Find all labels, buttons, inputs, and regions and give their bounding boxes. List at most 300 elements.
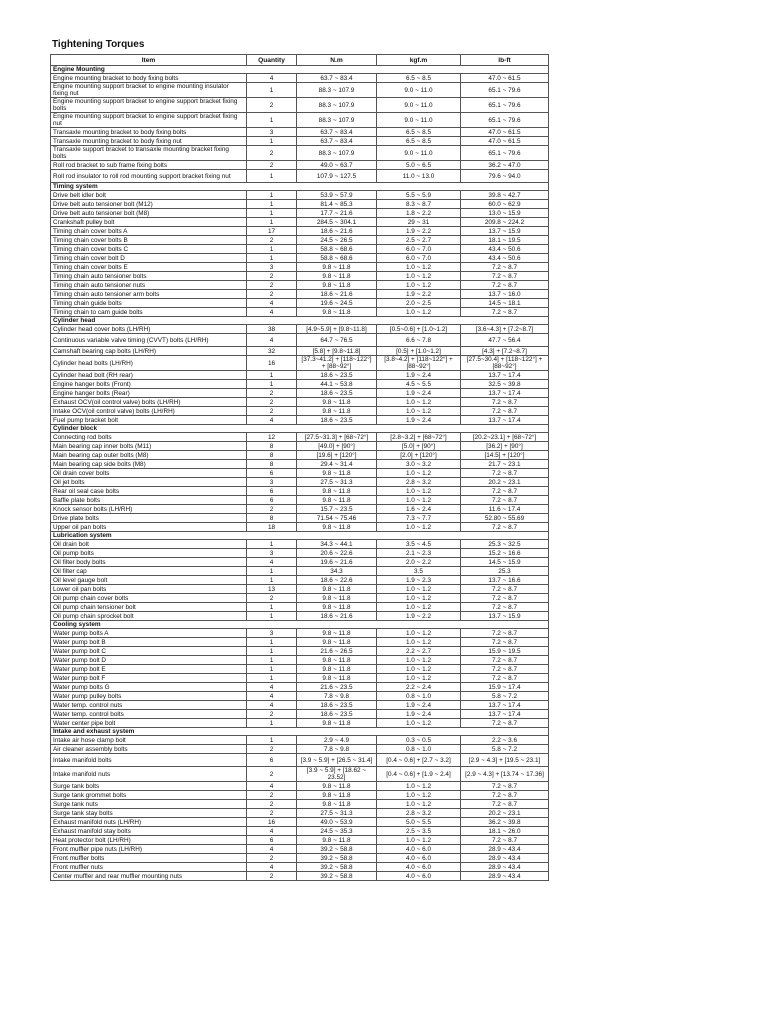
item-cell: Front muffler nuts [51,863,247,872]
item-cell: Engine mounting support bracket to engine support bracket fixing nut [51,113,247,128]
nm-cell: [3.9 ~ 5.9] + [26.5 ~ 31.4] [297,754,377,767]
lbft-cell: 7.2 ~ 8.7 [461,836,549,845]
table-row [51,299,549,308]
section-title: Cylinder head [51,317,549,325]
lbft-cell: 7.2 ~ 8.7 [461,308,549,317]
quantity-cell: 3 [247,128,297,137]
table-row [51,74,549,83]
kgfm-cell: 1.0 ~ 1.2 [377,638,461,647]
item-cell: Connecting rod bolts [51,433,247,442]
quantity-cell: 2 [247,236,297,245]
item-cell: Heat protector bolt (LH/RH) [51,836,247,845]
nm-cell: 17.7 ~ 21.6 [297,209,377,218]
lbft-cell: 18.1 ~ 26.0 [461,827,549,836]
table-row [51,594,549,603]
kgfm-cell: 0.8 ~ 1.0 [377,745,461,754]
item-cell: Timing chain cover bolts C [51,245,247,254]
quantity-cell: 2 [247,161,297,170]
item-cell: Water pump bolt C [51,647,247,656]
nm-cell: 9.8 ~ 11.8 [297,487,377,496]
nm-cell: 21.6 ~ 26.5 [297,647,377,656]
kgfm-cell: 1.0 ~ 1.2 [377,594,461,603]
item-cell: Engine mounting support bracket to engine support bracket fixing bolts [51,98,247,113]
quantity-cell: 4 [247,299,297,308]
kgfm-cell: [0.5] + [1.0~1.2] [377,347,461,356]
nm-cell: 9.8 ~ 11.8 [297,398,377,407]
table-row [51,692,549,701]
nm-cell: 24.5 ~ 26.5 [297,236,377,245]
table-row [51,334,549,347]
table-row [51,356,549,371]
quantity-cell: 2 [247,854,297,863]
table-row [51,558,549,567]
quantity-cell: 2 [247,800,297,809]
nm-cell: 7.8 ~ 9.8 [297,692,377,701]
table-row [51,98,549,113]
nm-cell: 9.8 ~ 11.8 [297,594,377,603]
nm-cell: 18.6 ~ 23.5 [297,416,377,425]
section-title: Lubrication system [51,532,549,540]
table-row [51,514,549,523]
lbft-cell: 7.2 ~ 8.7 [461,407,549,416]
nm-cell: 34.3 ~ 44.1 [297,540,377,549]
quantity-cell: 4 [247,683,297,692]
item-cell: Oil pump chain tensioner bolt [51,603,247,612]
table-row [51,442,549,451]
nm-cell: 9.8 ~ 11.8 [297,603,377,612]
table-row [51,469,549,478]
kgfm-cell: 1.0 ~ 1.2 [377,629,461,638]
table-row [51,272,549,281]
quantity-cell: 4 [247,74,297,83]
header-item: Item [51,55,247,66]
table-row [51,380,549,389]
kgfm-cell: 1.9 ~ 2.3 [377,576,461,585]
kgfm-cell: 5.0 ~ 6.5 [377,161,461,170]
quantity-cell: 2 [247,281,297,290]
table-row [51,612,549,621]
lbft-cell: 25.3 [461,567,549,576]
kgfm-cell: 1.0 ~ 1.2 [377,656,461,665]
table-row [51,227,549,236]
kgfm-cell: 1.0 ~ 1.2 [377,523,461,532]
table-row [51,791,549,800]
lbft-cell: 36.2 ~ 47.0 [461,161,549,170]
item-cell: Timing chain to cam guide bolts [51,308,247,317]
quantity-cell: 2 [247,872,297,881]
quantity-cell: 2 [247,809,297,818]
section-row [51,425,549,433]
quantity-cell: 2 [247,505,297,514]
kgfm-cell: 1.0 ~ 1.2 [377,800,461,809]
section-row [51,621,549,629]
kgfm-cell: 1.0 ~ 1.2 [377,719,461,728]
nm-cell: 71.54 ~ 75.46 [297,514,377,523]
section-row [51,66,549,74]
kgfm-cell: 1.9 ~ 2.4 [377,389,461,398]
nm-cell: 9.8 ~ 11.8 [297,308,377,317]
kgfm-cell: [5.0] + [90°] [377,442,461,451]
kgfm-cell: 1.0 ~ 1.2 [377,782,461,791]
item-cell: Oil filter body bolts [51,558,247,567]
quantity-cell: 1 [247,200,297,209]
item-cell: Oil jet bolts [51,478,247,487]
nm-cell: 18.6 ~ 23.5 [297,389,377,398]
quantity-cell: 4 [247,308,297,317]
table-row [51,854,549,863]
nm-cell: 39.2 ~ 58.8 [297,863,377,872]
quantity-cell: 3 [247,478,297,487]
nm-cell: 9.8 ~ 11.8 [297,496,377,505]
table-row [51,146,549,161]
nm-cell: [37.3~41.2] + [118~122°] + [88~92°] [297,356,377,371]
kgfm-cell: [0.5~0.6] + [1.0~1.2] [377,325,461,334]
section-title: Timing system [51,183,549,191]
item-cell: Drive belt auto tensioner bolt (M12) [51,200,247,209]
table-row [51,585,549,594]
quantity-cell: 8 [247,514,297,523]
nm-cell: 27.5 ~ 31.3 [297,809,377,818]
kgfm-cell: [0.4 ~ 0.6] + [2.7 ~ 3.2] [377,754,461,767]
kgfm-cell: 1.9 ~ 2.2 [377,612,461,621]
item-cell: Continuous variable valve timing (CVVT) bolts (LH/RH) [51,334,247,347]
table-row [51,433,549,442]
nm-cell: 63.7 ~ 83.4 [297,137,377,146]
table-row [51,451,549,460]
lbft-cell: 25.3 ~ 32.5 [461,540,549,549]
table-row [51,665,549,674]
nm-cell: 9.8 ~ 11.8 [297,629,377,638]
nm-cell: 21.6 ~ 23.5 [297,683,377,692]
table-row [51,638,549,647]
item-cell: Water pump bolt F [51,674,247,683]
quantity-cell: 38 [247,325,297,334]
kgfm-cell: [2.0] + [120°] [377,451,461,460]
nm-cell: 9.8 ~ 11.8 [297,836,377,845]
nm-cell: 9.8 ~ 11.8 [297,791,377,800]
lbft-cell: 18.1 ~ 19.5 [461,236,549,245]
quantity-cell: 1 [247,245,297,254]
nm-cell: 9.8 ~ 11.8 [297,800,377,809]
kgfm-cell: 2.2 ~ 2.7 [377,647,461,656]
table-row [51,460,549,469]
item-cell: Front muffler pipe nuts (LH/RH) [51,845,247,854]
kgfm-cell: 6.5 ~ 8.5 [377,137,461,146]
table-row [51,736,549,745]
nm-cell: 15.7 ~ 23.5 [297,505,377,514]
table-row [51,576,549,585]
kgfm-cell: 9.0 ~ 11.0 [377,98,461,113]
table-row [51,236,549,245]
item-cell: Oil drain cover bolts [51,469,247,478]
nm-cell: 18.6 ~ 21.6 [297,612,377,621]
lbft-cell: 28.9 ~ 43.4 [461,845,549,854]
table-row [51,809,549,818]
lbft-cell: 65.1 ~ 79.6 [461,146,549,161]
item-cell: Engine hanger bolts (Front) [51,380,247,389]
item-cell: Crankshaft pulley bolt [51,218,247,227]
table-row [51,800,549,809]
quantity-cell: 2 [247,398,297,407]
nm-cell: 29.4 ~ 31.4 [297,460,377,469]
lbft-cell: 13.0 ~ 15.9 [461,209,549,218]
lbft-cell: 36.2 ~ 39.8 [461,818,549,827]
item-cell: Timing chain guide bolts [51,299,247,308]
quantity-cell: 1 [247,540,297,549]
quantity-cell: 1 [247,113,297,128]
kgfm-cell: 1.9 ~ 2.4 [377,371,461,380]
quantity-cell: 4 [247,416,297,425]
table-row [51,845,549,854]
nm-cell: 39.2 ~ 58.8 [297,854,377,863]
table-row [51,398,549,407]
quantity-cell: 2 [247,407,297,416]
quantity-cell: 2 [247,745,297,754]
item-cell: Roll rod insulator to roll rod mounting support bracket fixing nut [51,170,247,183]
quantity-cell: 1 [247,647,297,656]
nm-cell: 107.9 ~ 127.5 [297,170,377,183]
nm-cell: [3.9 ~ 5.9] + [18.62 ~ 23.52] [297,767,377,782]
lbft-cell: 28.9 ~ 43.4 [461,854,549,863]
kgfm-cell: 1.9 ~ 2.4 [377,701,461,710]
item-cell: Cylinder head bolts (LH/RH) [51,356,247,371]
nm-cell: 18.6 ~ 23.5 [297,371,377,380]
item-cell: Main bearing cap outer bolts (M8) [51,451,247,460]
kgfm-cell: 3.5 ~ 4.5 [377,540,461,549]
quantity-cell: 2 [247,791,297,800]
item-cell: Front muffler bolts [51,854,247,863]
quantity-cell: 2 [247,710,297,719]
item-cell: Engine hanger bolts (Rear) [51,389,247,398]
item-cell: Transaxle support bracket to transaxle mounting bracket fixing bolts [51,146,247,161]
lbft-cell: [14.5] + [120°] [461,451,549,460]
kgfm-cell: 1.0 ~ 1.2 [377,272,461,281]
lbft-cell: 7.2 ~ 8.7 [461,603,549,612]
lbft-cell: 13.7 ~ 16.0 [461,290,549,299]
lbft-cell: [2.9 ~ 4.3] + [19.5 ~ 23.1] [461,754,549,767]
item-cell: Surge tank stay bolts [51,809,247,818]
quantity-cell: 16 [247,818,297,827]
quantity-cell: 4 [247,782,297,791]
quantity-cell: 1 [247,371,297,380]
kgfm-cell: 2.5 ~ 3.5 [377,827,461,836]
lbft-cell: [20.2~23.1] + [68~72°] [461,433,549,442]
quantity-cell: 1 [247,674,297,683]
item-cell: Camshaft bearing cap bolts (LH/RH) [51,347,247,356]
lbft-cell: 39.8 ~ 42.7 [461,191,549,200]
kgfm-cell: [2.8~3.2] + [68~72°] [377,433,461,442]
lbft-cell: 52.80 ~ 55.69 [461,514,549,523]
quantity-cell: 4 [247,845,297,854]
quantity-cell: 1 [247,191,297,200]
table-row [51,161,549,170]
item-cell: Intake manifold bolts [51,754,247,767]
item-cell: Air cleaner assembly bolts [51,745,247,754]
lbft-cell: 65.1 ~ 79.6 [461,83,549,98]
section-title: Cooling system [51,621,549,629]
table-row [51,137,549,146]
item-cell: Center muffler and rear muffler mounting nuts [51,872,247,881]
lbft-cell: 14.5 ~ 15.9 [461,558,549,567]
kgfm-cell: 1.6 ~ 2.4 [377,505,461,514]
kgfm-cell: 1.9 ~ 2.2 [377,290,461,299]
item-cell: Main bearing cap inner bolts (M11) [51,442,247,451]
item-cell: Water pump pulley bolts [51,692,247,701]
quantity-cell: 1 [247,218,297,227]
lbft-cell: 47.7 ~ 56.4 [461,334,549,347]
kgfm-cell: [0.4 ~ 0.6] + [1.9 ~ 2.4] [377,767,461,782]
lbft-cell: 13.7 ~ 17.4 [461,416,549,425]
kgfm-cell: 1.0 ~ 1.2 [377,263,461,272]
nm-cell: 24.5 ~ 35.3 [297,827,377,836]
lbft-cell: 7.2 ~ 8.7 [461,665,549,674]
nm-cell: 39.2 ~ 58.8 [297,872,377,881]
lbft-cell: 7.2 ~ 8.7 [461,469,549,478]
item-cell: Water pump bolts A [51,629,247,638]
quantity-cell: 1 [247,612,297,621]
item-cell: Baffle plate bolts [51,496,247,505]
table-row [51,767,549,782]
table-row [51,245,549,254]
item-cell: Timing chain auto tensioner nuts [51,281,247,290]
lbft-cell: 65.1 ~ 79.6 [461,98,549,113]
quantity-cell: 1 [247,576,297,585]
lbft-cell: [2.9 ~ 4.3] + [13.74 ~ 17.36] [461,767,549,782]
nm-cell: 9.8 ~ 11.8 [297,281,377,290]
lbft-cell: 7.2 ~ 8.7 [461,398,549,407]
quantity-cell: 2 [247,290,297,299]
nm-cell: 63.7 ~ 83.4 [297,128,377,137]
quantity-cell: 2 [247,272,297,281]
lbft-cell: 60.0 ~ 62.9 [461,200,549,209]
kgfm-cell: 0.3 ~ 0.5 [377,736,461,745]
table-row [51,719,549,728]
lbft-cell: 14.5 ~ 18.1 [461,299,549,308]
lbft-cell: [3.6~4.3] + [7.2~8.7] [461,325,549,334]
nm-cell: 63.7 ~ 83.4 [297,74,377,83]
lbft-cell: 7.2 ~ 8.7 [461,656,549,665]
table-row [51,308,549,317]
item-cell: Knock sensor bolts (LH/RH) [51,505,247,514]
lbft-cell: 20.2 ~ 23.1 [461,809,549,818]
nm-cell: 19.6 ~ 24.5 [297,299,377,308]
kgfm-cell: 29 ~ 31 [377,218,461,227]
kgfm-cell: 2.2 ~ 2.4 [377,683,461,692]
kgfm-cell: 1.8 ~ 2.2 [377,209,461,218]
nm-cell: 27.5 ~ 31.3 [297,478,377,487]
lbft-cell: 43.4 ~ 50.6 [461,254,549,263]
item-cell: Oil filter cap [51,567,247,576]
quantity-cell: 8 [247,451,297,460]
quantity-cell: 8 [247,460,297,469]
quantity-cell: 8 [247,442,297,451]
item-cell: Cylinder head bolt (RH rear) [51,371,247,380]
table-row [51,523,549,532]
lbft-cell: 7.2 ~ 8.7 [461,585,549,594]
quantity-cell: 3 [247,629,297,638]
quantity-cell: 2 [247,594,297,603]
table-row [51,505,549,514]
table-row [51,674,549,683]
nm-cell: 9.8 ~ 11.8 [297,719,377,728]
quantity-cell: 6 [247,487,297,496]
nm-cell: 39.2 ~ 58.8 [297,845,377,854]
table-row [51,629,549,638]
lbft-cell: 7.2 ~ 8.7 [461,638,549,647]
nm-cell: 20.6 ~ 22.6 [297,549,377,558]
kgfm-cell: 1.0 ~ 1.2 [377,665,461,674]
kgfm-cell: 9.0 ~ 11.0 [377,146,461,161]
nm-cell: 9.8 ~ 11.8 [297,272,377,281]
quantity-cell: 1 [247,719,297,728]
item-cell: Engine mounting support bracket to engine mounting insulator fixing nut [51,83,247,98]
nm-cell: 7.8 ~ 9.8 [297,745,377,754]
lbft-cell: 209.8 ~ 224.2 [461,218,549,227]
item-cell: Oil pump chain cover bolts [51,594,247,603]
lbft-cell: 28.9 ~ 43.4 [461,872,549,881]
table-row [51,782,549,791]
lbft-cell: 32.5 ~ 39.8 [461,380,549,389]
lbft-cell: 7.2 ~ 8.7 [461,272,549,281]
item-cell: Drive belt auto tensioner bolt (M8) [51,209,247,218]
item-cell: Exhaust OCV(oil control valve) bolts (LH/RH) [51,398,247,407]
nm-cell: 9.8 ~ 11.8 [297,674,377,683]
item-cell: Intake manifold nuts [51,767,247,782]
quantity-cell: 1 [247,567,297,576]
table-row [51,754,549,767]
header-row [51,55,549,66]
page-title: Tightening Torques [52,39,145,50]
quantity-cell: 4 [247,558,297,567]
lbft-cell: 7.2 ~ 8.7 [461,719,549,728]
item-cell: Water pump bolt E [51,665,247,674]
kgfm-cell: 9.0 ~ 11.0 [377,83,461,98]
lbft-cell: 5.8 ~ 7.2 [461,692,549,701]
quantity-cell: 2 [247,767,297,782]
table-row [51,290,549,299]
lbft-cell: 13.7 ~ 17.4 [461,389,549,398]
nm-cell: 18.6 ~ 23.5 [297,710,377,719]
item-cell: Oil pump bolts [51,549,247,558]
table-row [51,325,549,334]
lbft-cell: 13.7 ~ 15.9 [461,227,549,236]
kgfm-cell: 9.0 ~ 11.0 [377,113,461,128]
nm-cell: 88.3 ~ 107.9 [297,146,377,161]
quantity-cell: 17 [247,227,297,236]
table-row [51,263,549,272]
nm-cell: [19.6] + [120°] [297,451,377,460]
kgfm-cell: 1.0 ~ 1.2 [377,836,461,845]
item-cell: Water pump bolt B [51,638,247,647]
table-row [51,200,549,209]
section-row [51,728,549,736]
nm-cell: 88.3 ~ 107.9 [297,83,377,98]
kgfm-cell: [3.8~4.2] + [118~122°] + [88~92°] [377,356,461,371]
kgfm-cell: 4.0 ~ 6.0 [377,845,461,854]
nm-cell: 9.8 ~ 11.8 [297,469,377,478]
kgfm-cell: 8.3 ~ 8.7 [377,200,461,209]
nm-cell: 2.9 ~ 4.9 [297,736,377,745]
nm-cell: 81.4 ~ 85.3 [297,200,377,209]
lbft-cell: 43.4 ~ 50.6 [461,245,549,254]
nm-cell: 9.8 ~ 11.8 [297,656,377,665]
table-row [51,83,549,98]
table-row [51,683,549,692]
item-cell: Surge tank nuts [51,800,247,809]
item-cell: Transaxle mounting bracket to body fixing nut [51,137,247,146]
table-row [51,209,549,218]
lbft-cell: 21.7 ~ 23.1 [461,460,549,469]
